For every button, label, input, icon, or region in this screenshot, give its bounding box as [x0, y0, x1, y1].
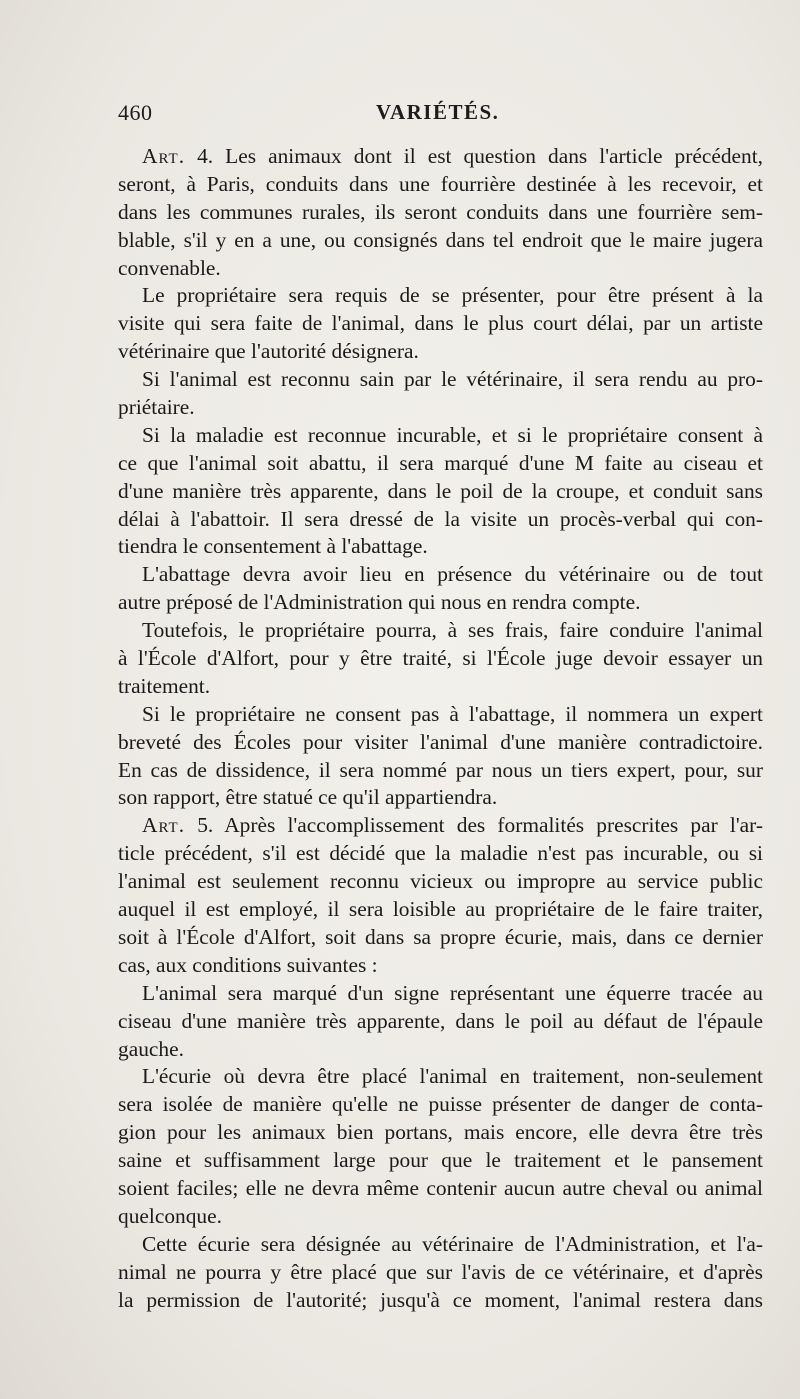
text-line: quelconque.: [118, 1203, 222, 1228]
text-line: Le propriétaire sera requis de se présenter, pour être présent à la: [142, 283, 763, 308]
text-line: priétaire.: [118, 395, 195, 420]
body-text: [118, 143, 763, 1314]
text-line: ticle précédent, s'il est décidé que la maladie n'est pas incurable, ou si: [118, 841, 763, 866]
text-line: son rapport, être statué ce qu'il appartiendra.: [118, 785, 498, 810]
text-line: Art. 4. Les animaux dont il est question dans l'article précédent,: [142, 144, 763, 168]
text-line: L'abattage devra avoir lieu en présence du vétérinaire ou de tout: [142, 562, 763, 587]
text-line: gauche.: [118, 1036, 184, 1061]
text-line: seront, à Paris, conduits dans une fourrière destinée à les recevoir, et: [118, 171, 763, 196]
text-line: la permission de l'autorité; jusqu'à ce moment, l'animal restera dans: [118, 1287, 763, 1312]
text-line: vétérinaire que l'autorité désignera.: [118, 339, 419, 364]
text-line: nimal ne pourra y être placé que sur l'avis de ce vétérinaire, et d'après: [118, 1259, 763, 1284]
text-line: Si le propriétaire ne consent pas à l'abattage, il nommera un expert: [142, 701, 763, 726]
page-number: 460: [118, 100, 153, 125]
text-line: En cas de dissidence, il sera nommé par nous un tiers expert, pour, sur: [118, 757, 763, 782]
text-line: auquel il est employé, il sera loisible au propriétaire de le faire traiter,: [118, 897, 763, 922]
text-line: Toutefois, le propriétaire pourra, à ses frais, faire conduire l'animal: [142, 618, 763, 643]
text-line: délai à l'abattoir. Il sera dressé de la visite un procès-verbal qui con-: [118, 506, 763, 531]
text-line: à l'École d'Alfort, pour y être traité, si l'École juge devoir essayer un: [118, 646, 763, 671]
running-title: VARIÉTÉS.: [376, 100, 500, 124]
text-line: soient faciles; elle ne devra même contenir aucun autre cheval ou animal: [118, 1175, 763, 1200]
text-line: soit à l'École d'Alfort, soit dans sa propre écurie, mais, dans ce dernier: [118, 924, 763, 949]
text-line: d'une manière très apparente, dans le poil de la croupe, et conduit sans: [118, 478, 763, 503]
text-line: convenable.: [118, 255, 221, 280]
text-line: L'animal sera marqué d'un signe représentant une équerre tracée au: [142, 980, 763, 1005]
article-label: Art.: [142, 144, 186, 168]
text-line: ce que l'animal soit abattu, il sera marqué d'une M faite au ciseau et: [118, 450, 763, 475]
text-line: blable, s'il y en a une, ou consignés dans tel endroit que le maire jugera: [118, 227, 763, 252]
text-line: cas, aux conditions suivantes :: [118, 952, 378, 977]
text-line: dans les communes rurales, ils seront conduits dans une fourrière sem-: [118, 199, 763, 224]
text-line: sera isolée de manière qu'elle ne puisse présenter de danger de conta-: [118, 1092, 763, 1117]
text-line: autre préposé de l'Administration qui nous en rendra compte.: [118, 590, 641, 615]
text-line: tiendra le consentement à l'abattage.: [118, 534, 428, 559]
text-line: visite qui sera faite de l'animal, dans le plus court délai, par un artiste: [118, 311, 763, 336]
text-line: Si la maladie est reconnue incurable, et si le propriétaire consent à: [142, 422, 763, 447]
text-line: L'écurie où devra être placé l'animal en traitement, non-seulement: [142, 1064, 763, 1089]
text-line: ciseau d'une manière très apparente, dans le poil au défaut de l'épaule: [118, 1008, 763, 1033]
text-line: Cette écurie sera désignée au vétérinaire de l'Administration, et l'a-: [142, 1231, 763, 1256]
text-line: l'animal est seulement reconnu vicieux ou impropre au service public: [118, 869, 763, 894]
article-label: Art.: [142, 813, 186, 838]
text-line: Art. 5. Après l'accomplissement des formalités prescrites par l'ar-: [142, 813, 763, 838]
text-line: saine et suffisamment large pour que le traitement et le pansement: [118, 1148, 763, 1173]
text-line: traitement.: [118, 673, 211, 698]
text-line: breveté des Écoles pour visiter l'animal d'une manière contradictoire.: [118, 729, 763, 754]
text-line: Si l'animal est reconnu sain par le vétérinaire, il sera rendu au pro-: [142, 367, 763, 392]
running-head: [118, 100, 758, 134]
text-line: gion pour les animaux bien portans, mais encore, elle devra être très: [118, 1120, 763, 1145]
